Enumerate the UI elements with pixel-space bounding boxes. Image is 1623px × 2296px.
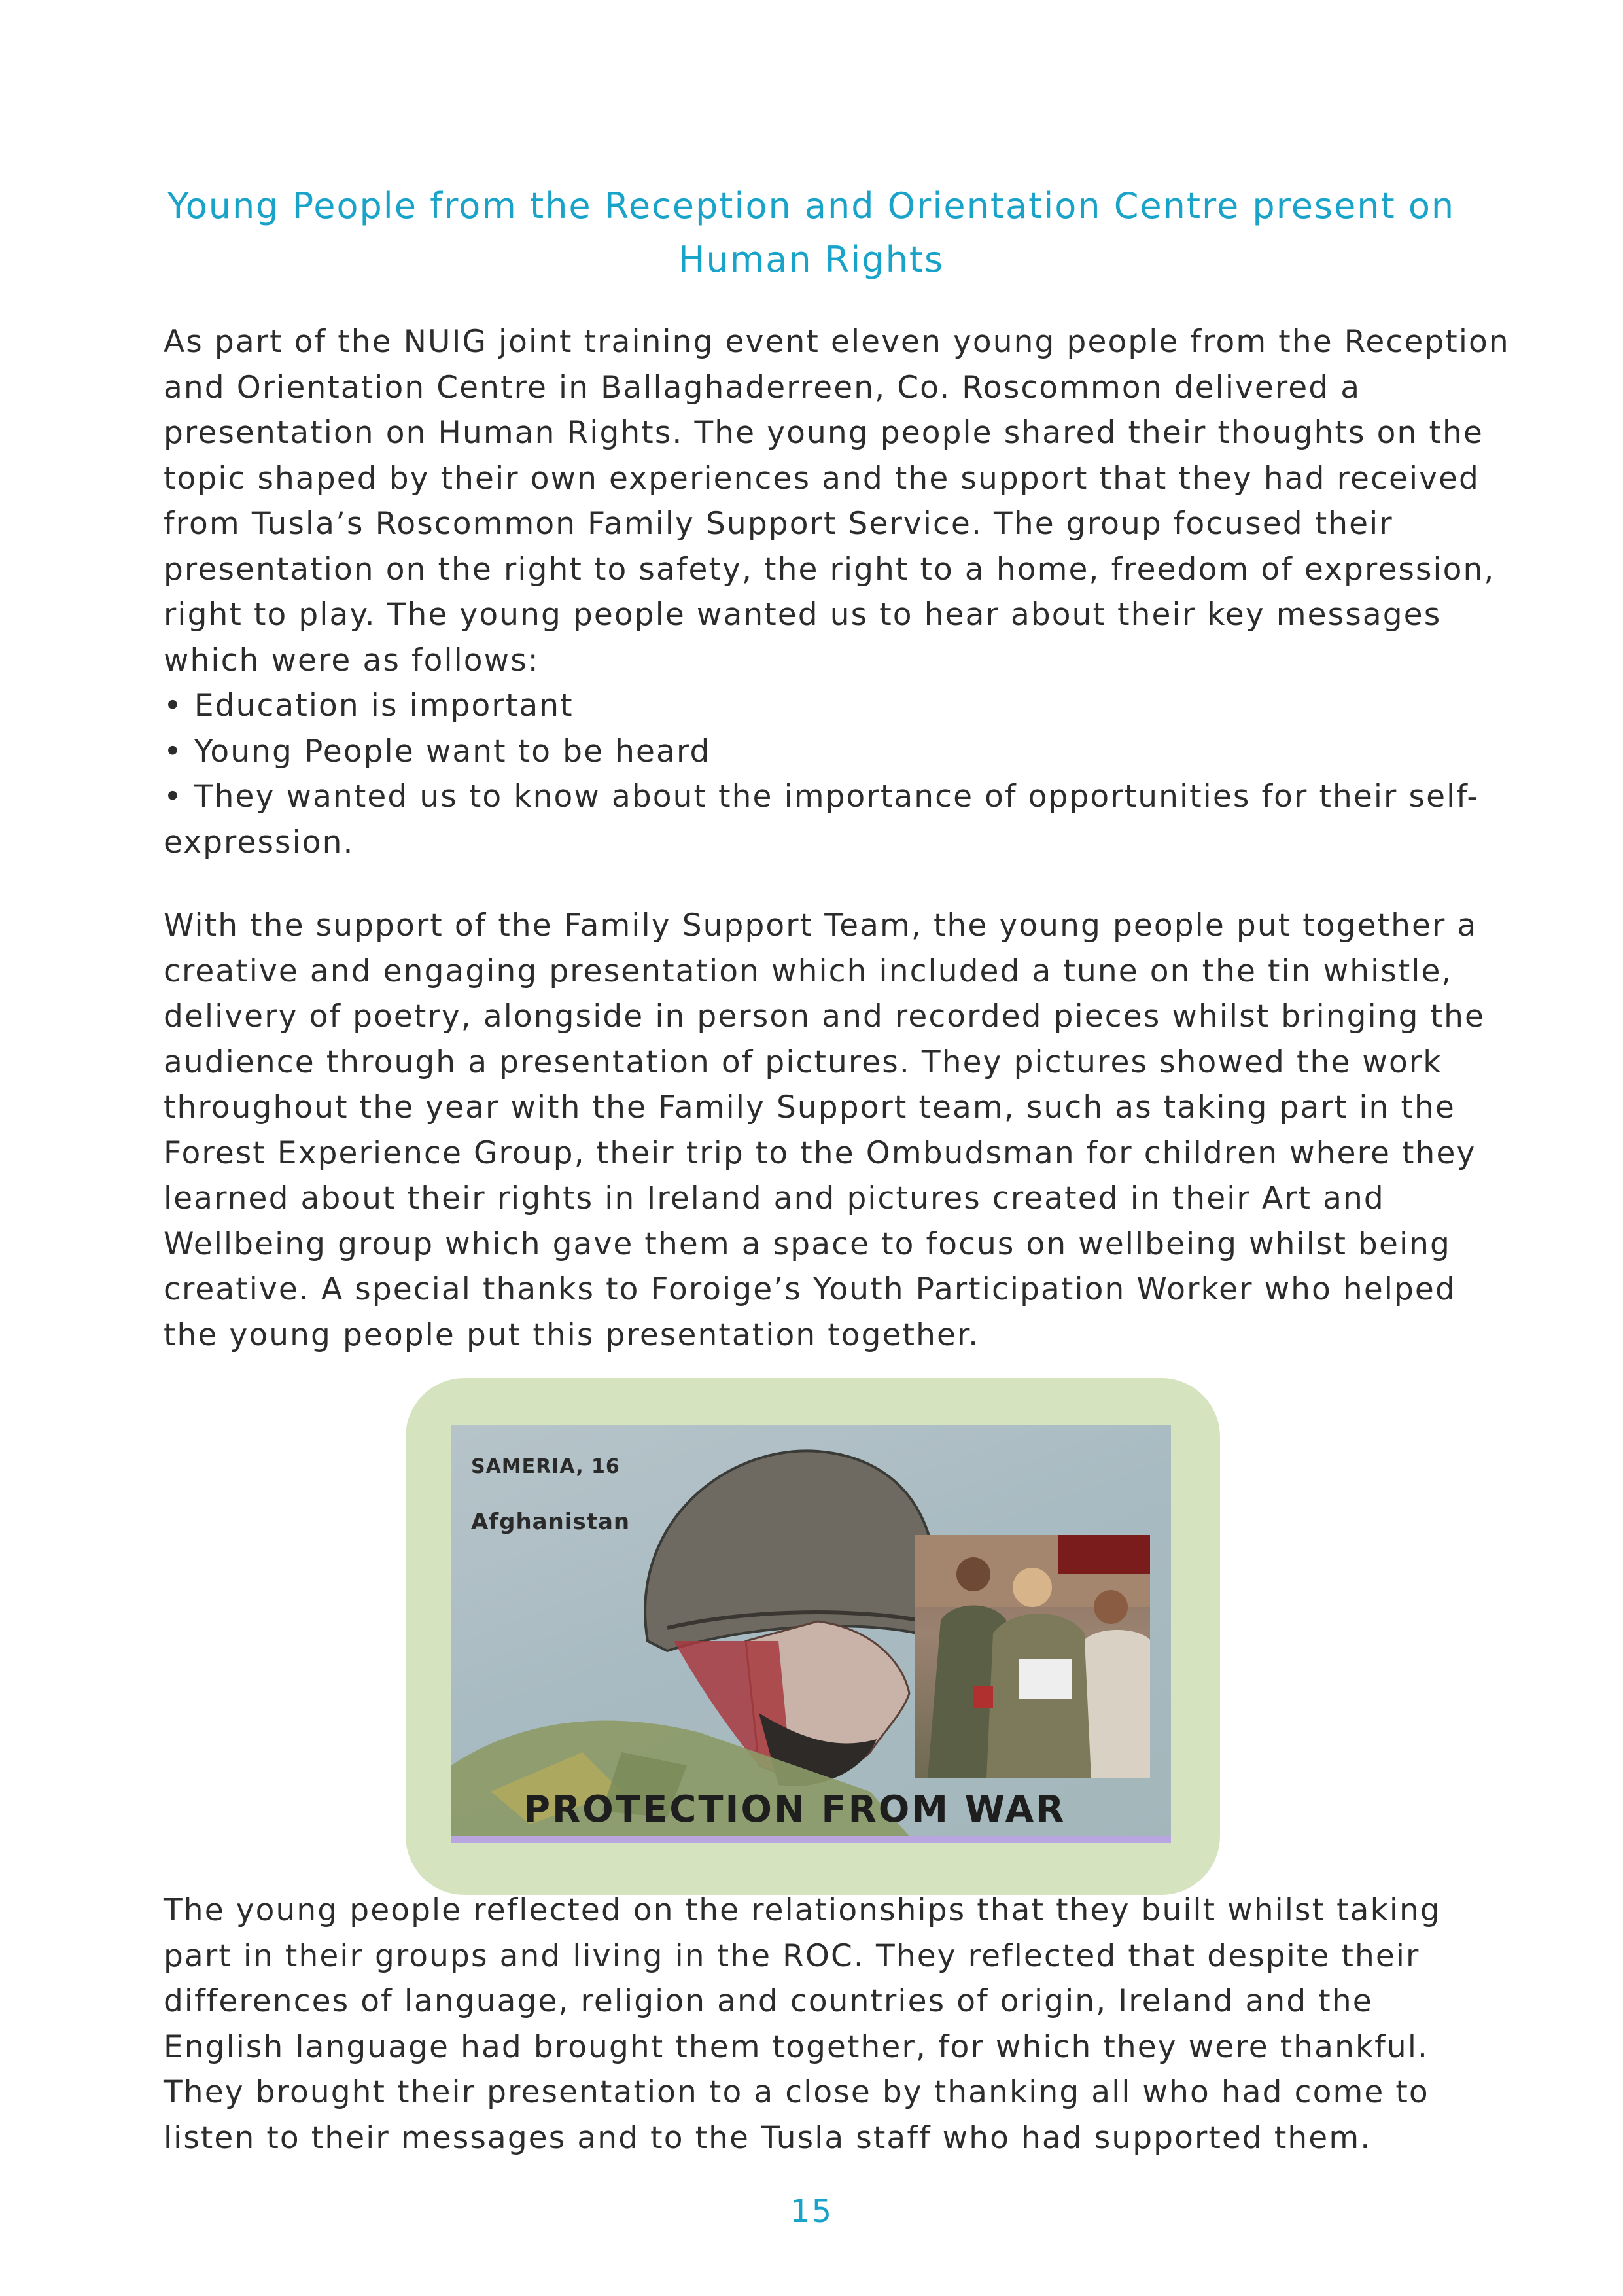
text-line: creative and engaging presentation which included a tune on the tin whistle, (164, 953, 1453, 989)
soldier-photo-graphic (915, 1535, 1150, 1778)
soldier-photo (915, 1535, 1150, 1778)
title-line: Human Rights (678, 239, 945, 281)
paragraph-presentation (164, 903, 1485, 1358)
text-line: presentation on the right to safety, the right to a home, freedom of expression, (164, 551, 1495, 588)
text-line: presentation on Human Rights. The young people shared their thoughts on the (164, 415, 1484, 451)
paragraph-intro (164, 319, 1510, 865)
text-line: the young people put this presentation together. (164, 1316, 980, 1353)
artwork-image (451, 1425, 1171, 1836)
bullet-item: • They wanted us to know about the importance of opportunities for their self- (164, 779, 1480, 815)
text-line: listen to their messages and to the Tusla staff who had supported them. (164, 2119, 1372, 2156)
text-line: learned about their rights in Ireland and pictures created in their Art and (164, 1180, 1385, 1216)
page-number: 15 (790, 2193, 833, 2230)
artwork-name-label: SAMERIA, 16 (471, 1455, 620, 1478)
artwork-country-label: Afghanistan (471, 1509, 631, 1535)
text-line: and Orientation Centre in Ballaghaderreen, Co. Roscommon delivered a (164, 369, 1361, 406)
text-line: The young people reflected on the relationships that they built whilst taking (164, 1892, 1441, 1928)
title-line: Young People from the Reception and Orientation Centre present on (167, 185, 1456, 227)
text-line: part in their groups and living in the ROC. They reflected that despite their (164, 1937, 1420, 1974)
text-line: from Tusla’s Roscommon Family Support Service. The group focused their (164, 506, 1393, 542)
page-title (157, 179, 1465, 287)
paragraph-reflection (164, 1888, 1485, 2161)
artwork-figure-frame (406, 1378, 1220, 1895)
text-line: Forest Experience Group, their trip to the Ombudsman for children where they (164, 1135, 1476, 1171)
text-line: They brought their presentation to a close by thanking all who had come to (164, 2074, 1429, 2110)
text-line: differences of language, religion and countries of origin, Ireland and the (164, 1983, 1373, 2019)
text-line: English language had brought them together, for which they were thankful. (164, 2028, 1429, 2065)
text-line: delivery of poetry, alongside in person and recorded pieces whilst bringing the (164, 998, 1486, 1034)
text-line: As part of the NUIG joint training event eleven young people from the Reception (164, 324, 1510, 360)
text-line: throughout the year with the Family Support team, such as taking part in the (164, 1089, 1456, 1125)
text-line: audience through a presentation of pictures. They pictures showed the work (164, 1044, 1442, 1080)
text-line: right to play. The young people wanted us to hear about their key messages (164, 597, 1442, 633)
text-line: topic shaped by their own experiences and the support that they had received (164, 460, 1480, 497)
text-line: expression. (164, 824, 355, 860)
artwork-underline (451, 1836, 1171, 1843)
text-line: creative. A special thanks to Foroige’s Youth Participation Worker who helped (164, 1271, 1456, 1307)
text-line: With the support of the Family Support Team, the young people put together a (164, 908, 1478, 944)
text-line: Wellbeing group which gave them a space to focus on wellbeing whilst being (164, 1226, 1451, 1262)
text-line: which were as follows: (164, 642, 540, 679)
artwork-caption: PROTECTION FROM WAR (523, 1788, 1066, 1831)
bullet-item: • Young People want to be heard (164, 733, 711, 769)
bullet-item: • Education is important (164, 688, 574, 724)
